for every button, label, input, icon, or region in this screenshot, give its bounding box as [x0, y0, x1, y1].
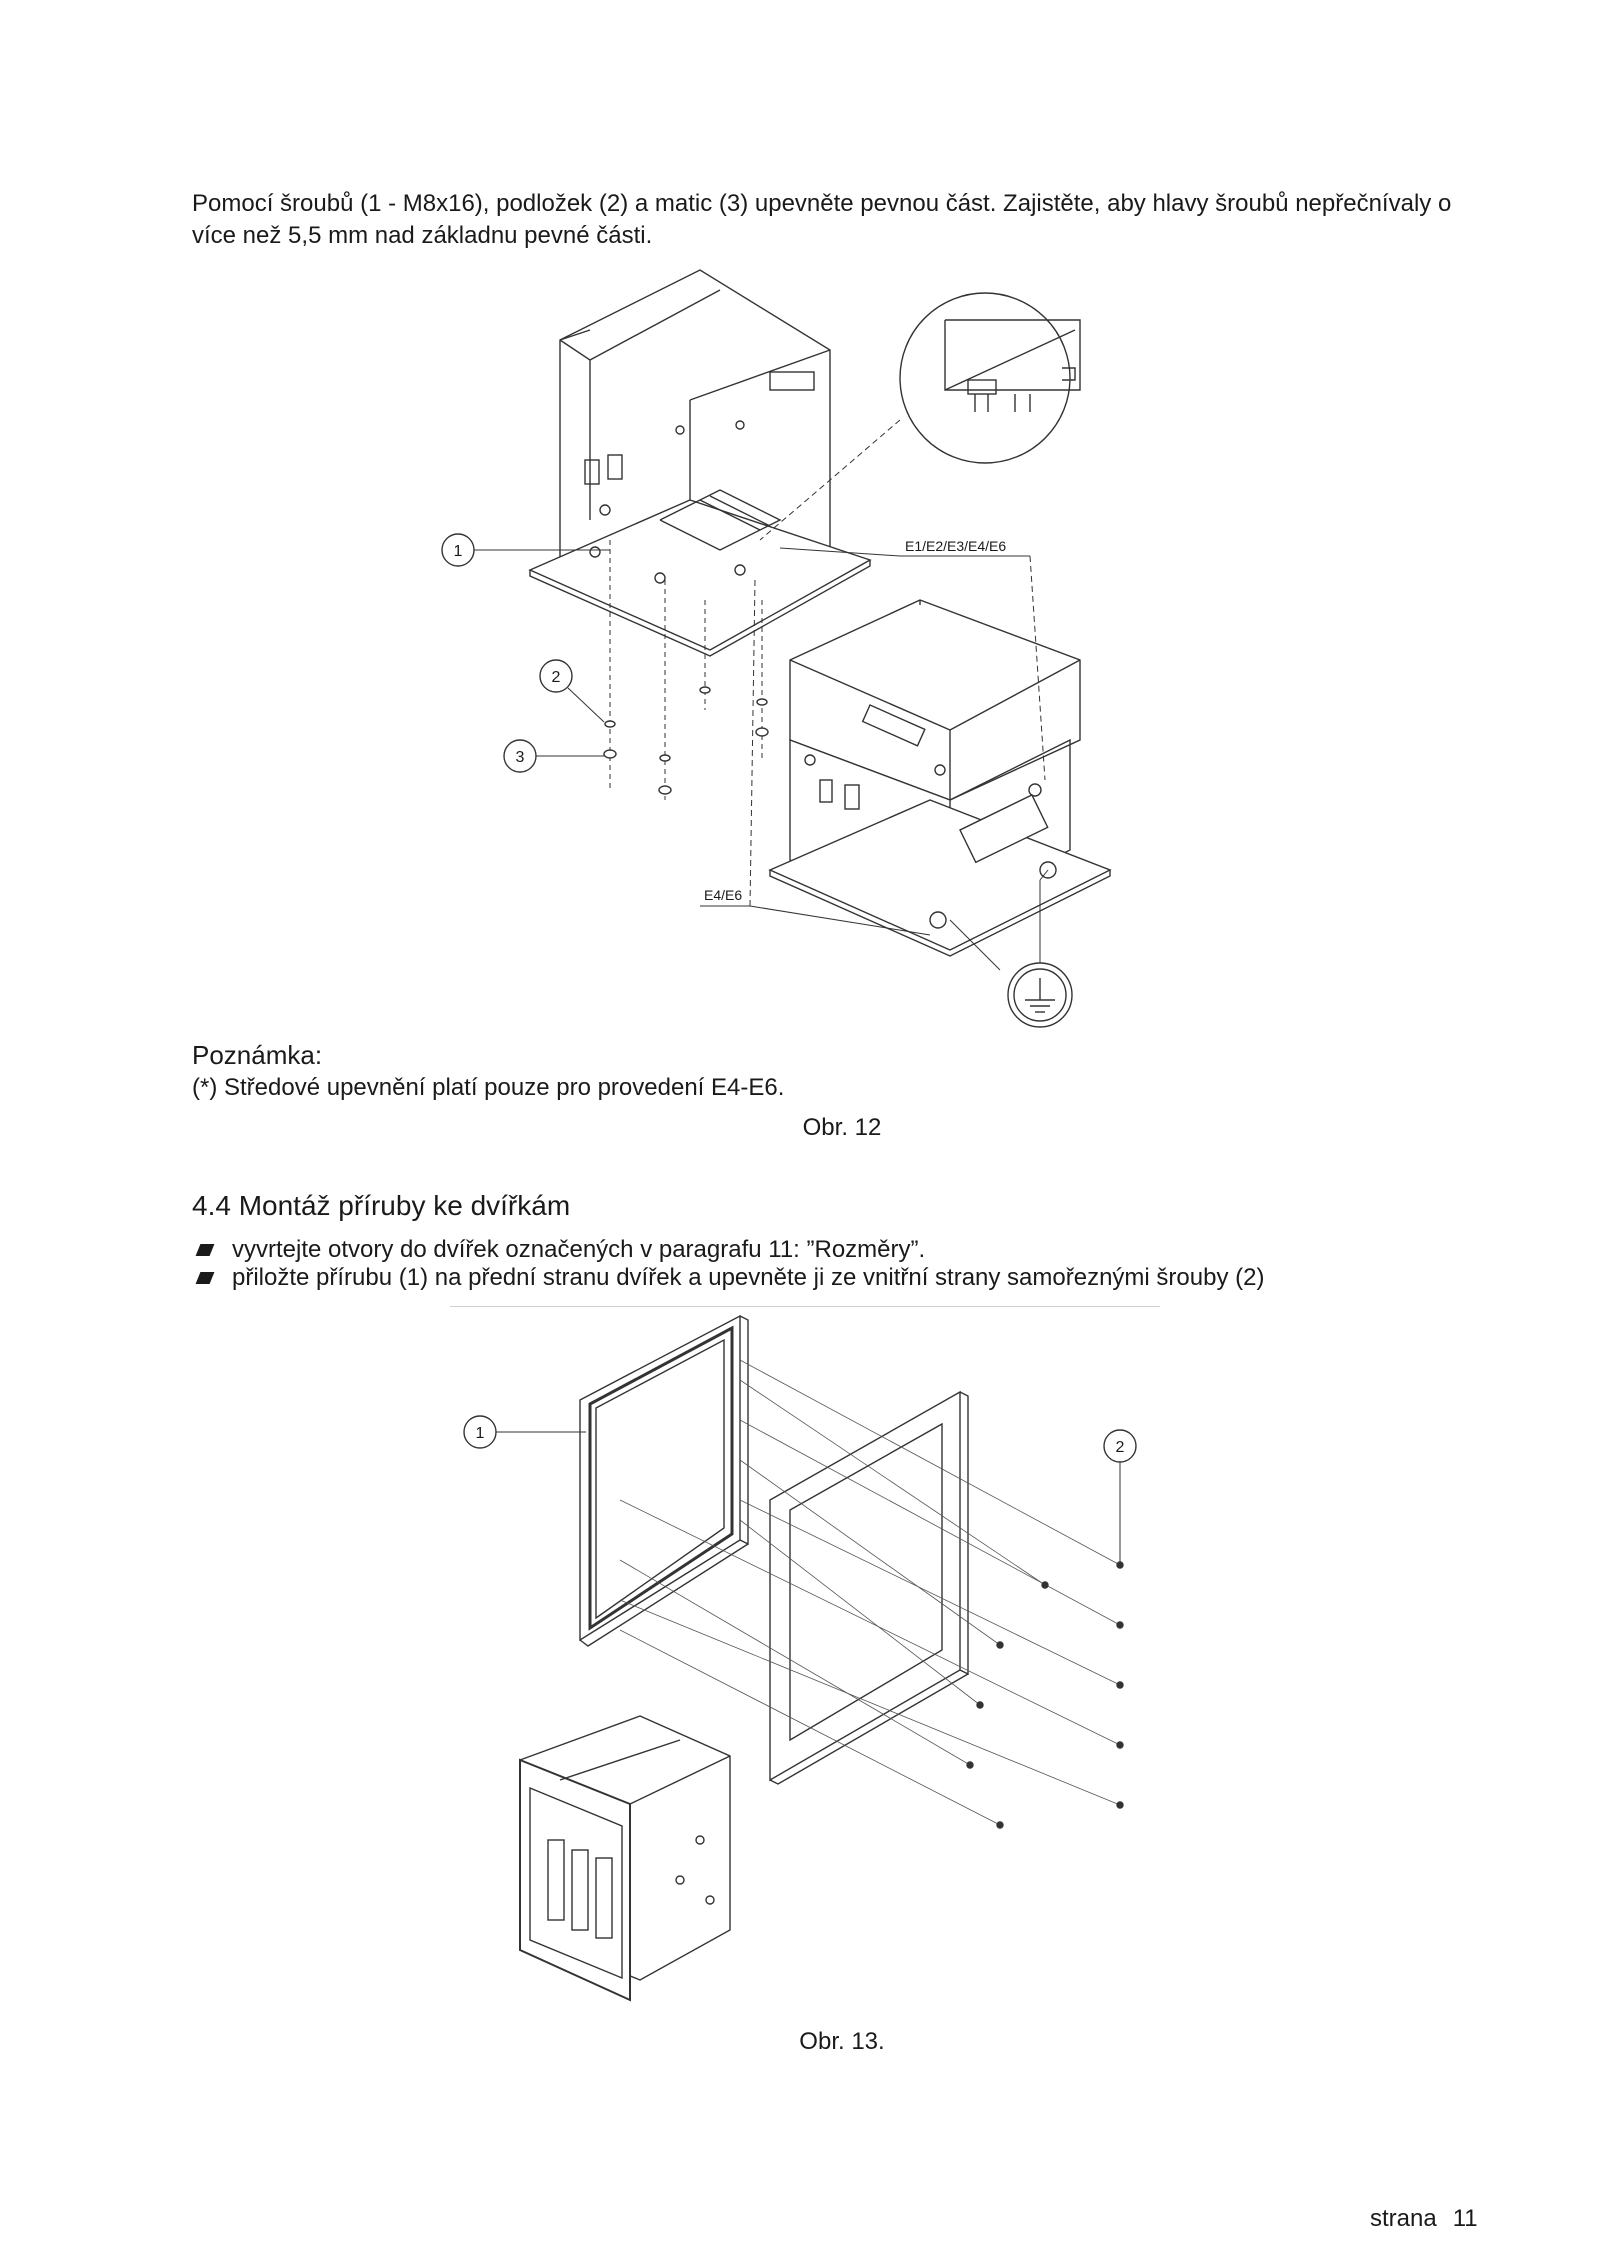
- section-title: 4.4 Montáž příruby ke dvířkám: [192, 1190, 571, 1221]
- intro-paragraph: Pomocí šroubů (1 - M8x16), podložek (2) a matic (3) upevněte pevnou část. Zajistěte, aby hlavy šroubů nepřečnívaly o více než 5,5 mm nad základnu pevné části.: [192, 190, 1452, 249]
- callout-1-label: 1: [453, 543, 463, 560]
- bullet-text: vyvrtejte otvory do dvířek označených v paragrafu 11: ”Rozměry”.: [232, 1236, 926, 1263]
- footer-label: strana: [1370, 2205, 1437, 2232]
- callout-2-fig13: [1104, 1430, 1136, 1562]
- label-e4-e6: E4/E6: [704, 887, 743, 903]
- flange-frame: [580, 1316, 748, 1646]
- callout-2-label: 2: [551, 669, 561, 686]
- note-text: (*) Středové upevnění platí pouze pro provedení E4-E6.: [192, 1074, 785, 1101]
- screws: [967, 1562, 1123, 1828]
- callout-3-label: 3: [515, 749, 525, 766]
- page-footer: [1370, 2205, 1478, 2233]
- bullet-text: přiložte přírubu (1) na přední stranu dvířek a upevněte ji ze vnitřní strany samořeznými šrouby (2): [232, 1264, 1265, 1291]
- figure-12-caption: Obr. 12: [802, 1114, 882, 1141]
- page-number: 11: [1452, 2205, 1478, 2232]
- figure-13-caption: Obr. 13.: [799, 2028, 885, 2055]
- callout-1-fig13: [464, 1416, 586, 1448]
- note-heading: Poznámka:: [192, 1040, 323, 1070]
- breaker-unit: [520, 1716, 730, 2000]
- callout-1-label: 1: [475, 1425, 485, 1442]
- callout-2-label: 2: [1115, 1439, 1125, 1456]
- label-e1-e6: E1/E2/E3/E4/E6: [905, 538, 1007, 554]
